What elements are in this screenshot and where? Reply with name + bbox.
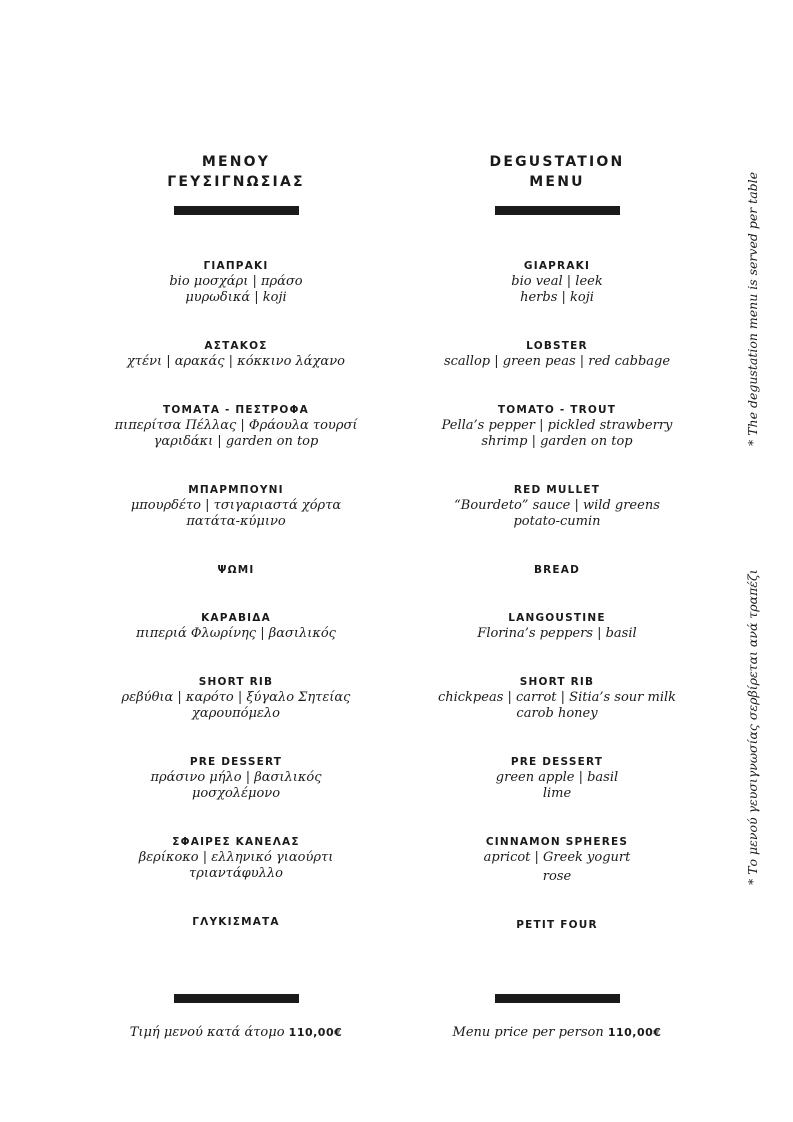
course-name: ΓΛΥΚΙΣΜΑΤΑ bbox=[192, 916, 280, 928]
course-description: scallop | green peas | red cabbage bbox=[443, 354, 671, 369]
english-bottom-divider bbox=[495, 994, 620, 1003]
english-menu-title bbox=[397, 152, 717, 192]
price-value: 110,00€ bbox=[607, 1026, 662, 1039]
greek-title-line2: ΓΕΥΣΙΓΝΩΣΙΑΣ bbox=[167, 174, 305, 190]
greek-course-astakos bbox=[76, 339, 396, 370]
english-course-lobster bbox=[397, 339, 717, 370]
greek-course-sfaires-kanelas bbox=[76, 835, 396, 882]
greek-title-line1: ΜΕΝΟΥ bbox=[201, 154, 271, 170]
course-description: carob honey bbox=[516, 706, 598, 721]
price-label: Τιμή μενού κατά άτομο bbox=[129, 1025, 285, 1040]
greek-course-barbouni bbox=[76, 483, 396, 530]
course-description: ρεβύθια | καρότο | ξύγαλο Σητείας bbox=[121, 690, 351, 705]
english-course-cinnamon-spheres bbox=[397, 835, 717, 885]
course-description: πράσινο μήλο | βασιλικός bbox=[150, 770, 322, 785]
side-note-english: * The degustation menu is served per table bbox=[745, 171, 760, 446]
greek-course-giapraki bbox=[76, 259, 396, 306]
course-name: RED MULLET bbox=[513, 484, 601, 496]
course-name: GIAPRAKI bbox=[523, 260, 591, 272]
course-description: πατάτα-κύμινο bbox=[186, 514, 286, 529]
course-name: ΤΟΜΑΤΑ - ΠΕΣΤΡΟΦΑ bbox=[163, 404, 309, 416]
english-top-divider bbox=[495, 206, 620, 215]
course-description: γαριδάκι | garden on top bbox=[153, 434, 319, 449]
english-course-tomato-trout bbox=[397, 403, 717, 450]
course-name: PETIT FOUR bbox=[516, 919, 598, 931]
course-description: lime bbox=[542, 786, 572, 801]
english-course-langoustine bbox=[397, 611, 717, 642]
course-description: μπουρδέτο | τσιγαριαστά χόρτα bbox=[130, 498, 342, 513]
english-course-bread bbox=[397, 563, 717, 578]
greek-course-psomi bbox=[76, 563, 396, 578]
course-description: chickpeas | carrot | Sitia’s sour milk bbox=[437, 690, 677, 705]
course-name: SHORT RIB bbox=[198, 676, 274, 688]
course-description: Pella’s pepper | pickled strawberry bbox=[441, 418, 673, 433]
english-title-line2: MENU bbox=[529, 174, 585, 190]
course-description: Florina’s peppers | basil bbox=[477, 626, 637, 641]
course-name: ΨΩΜΙ bbox=[217, 564, 255, 576]
price-value: 110,00€ bbox=[288, 1026, 343, 1039]
course-description: apricot | Greek yogurt bbox=[483, 850, 631, 865]
course-name: SHORT RIB bbox=[519, 676, 595, 688]
course-name: LANGOUSTINE bbox=[508, 612, 606, 624]
course-description: shrimp | garden on top bbox=[481, 434, 633, 449]
course-name: TOMATO - TROUT bbox=[497, 404, 617, 416]
course-name: PRE DESSERT bbox=[510, 756, 604, 768]
english-title-line1: DEGUSTATION bbox=[489, 154, 625, 170]
course-name: ΣΦΑΙΡΕΣ ΚΑΝΕΛΑΣ bbox=[172, 836, 300, 848]
course-name: ΓΙΑΠΡΑΚΙ bbox=[203, 260, 269, 272]
greek-course-pre-dessert bbox=[76, 755, 396, 802]
english-course-short-rib bbox=[397, 675, 717, 722]
course-name: PRE DESSERT bbox=[189, 756, 283, 768]
price-label: Menu price per person bbox=[452, 1025, 604, 1040]
course-name: ΚΑΡΑΒΙΔΑ bbox=[201, 612, 271, 624]
course-description: χτένι | αρακάς | κόκκινο λάχανο bbox=[127, 354, 345, 369]
course-description: πιπερίτσα Πέλλας | Φράουλα τουρσί bbox=[114, 418, 358, 433]
course-description: bio veal | leek bbox=[511, 274, 603, 289]
course-description: rose bbox=[542, 869, 572, 884]
course-description: μυρωδικά | koji bbox=[185, 290, 287, 305]
english-course-giapraki bbox=[397, 259, 717, 306]
course-name: LOBSTER bbox=[526, 340, 588, 352]
english-menu-price bbox=[397, 1025, 717, 1040]
english-course-pre-dessert bbox=[397, 755, 717, 802]
greek-bottom-divider bbox=[174, 994, 299, 1003]
greek-course-karavida bbox=[76, 611, 396, 642]
greek-course-glykismata bbox=[76, 915, 396, 930]
course-name: CINNAMON SPHERES bbox=[485, 836, 629, 848]
course-description: πιπεριά Φλωρίνης | βασιλικός bbox=[136, 626, 336, 641]
greek-menu-title bbox=[76, 152, 396, 192]
course-description: βερίκοκο | ελληνικό γιαούρτι bbox=[138, 850, 334, 865]
course-description: bio μοσχάρι | πράσο bbox=[169, 274, 303, 289]
course-name: ΜΠΑΡΜΠΟΥΝΙ bbox=[188, 484, 284, 496]
course-description: herbs | koji bbox=[520, 290, 594, 305]
course-description: green apple | basil bbox=[495, 770, 619, 785]
course-description: “Bourdeto” sauce | wild greens bbox=[454, 498, 660, 513]
course-name: BREAD bbox=[533, 564, 581, 576]
english-course-petit-four bbox=[397, 918, 717, 933]
course-name: ΑΣΤΑΚΟΣ bbox=[204, 340, 268, 352]
course-description: τριαντάφυλλο bbox=[189, 866, 283, 881]
greek-course-tomata-pestrofa bbox=[76, 403, 396, 450]
course-description: μοσχολέμονο bbox=[191, 786, 281, 801]
course-description: χαρουπόμελο bbox=[192, 706, 280, 721]
greek-course-short-rib bbox=[76, 675, 396, 722]
english-course-red-mullet bbox=[397, 483, 717, 530]
greek-menu-price bbox=[76, 1025, 396, 1040]
side-note-greek: * Το μενού γευσιγνωσίας σερβίρεται ανά τραπέζι bbox=[745, 569, 760, 885]
greek-top-divider bbox=[174, 206, 299, 215]
course-description: potato-cumin bbox=[513, 514, 601, 529]
